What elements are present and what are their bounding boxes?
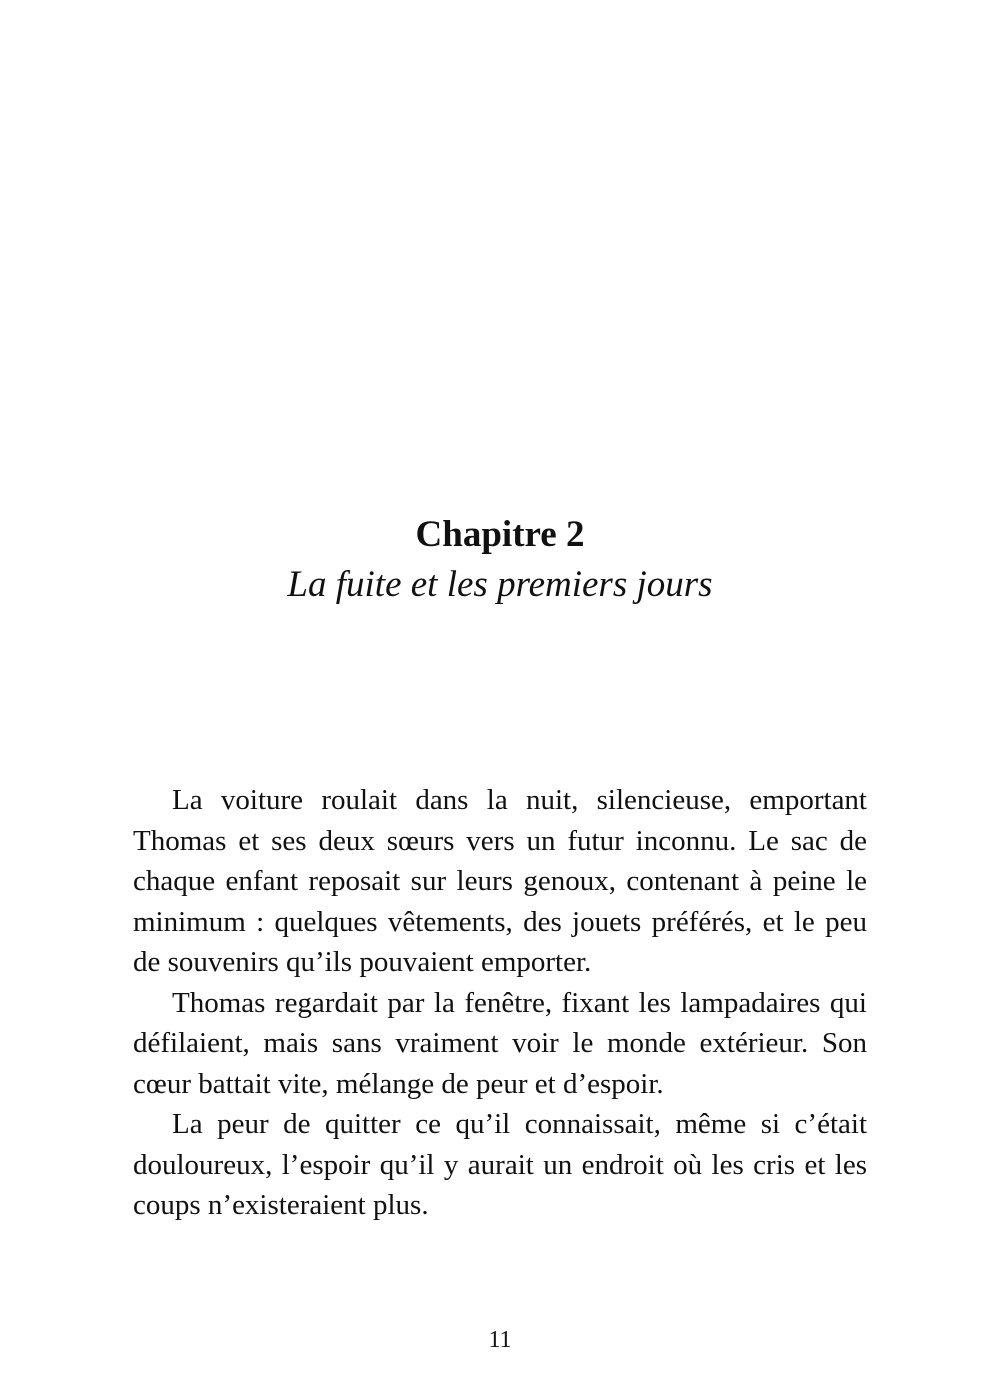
paragraph: Thomas regardait par la fenêtre, fixant les lampadaires qui défilaient, mais sans vraiment voir le monde extérieur. Son cœur battait vite, mélange de peur et d’espoir. xyxy=(133,986,867,1100)
chapter-title: Chapitre 2 xyxy=(415,514,585,555)
paragraph: La peur de quitter ce qu’il connaissait, même si c’était douloureux, l’espoir qu’il y aurait un endroit où les cris et les coups n’existeraient plus. xyxy=(133,1108,867,1221)
chapter-heading xyxy=(0,510,1000,610)
chapter-body xyxy=(133,780,867,1226)
page-number: 11 xyxy=(488,1327,512,1353)
chapter-subtitle: La fuite et les premiers jours xyxy=(287,564,713,605)
paragraph: La voiture roulait dans la nuit, silencieuse, emportant Thomas et ses deux sœurs vers un futur inconnu. Le sac de chaque enfant reposait sur leurs genoux, contenant à peine le minimum : quelques vêtements, des jouets préférés, et le peu de souvenirs qu’ils pouvaient emporter. xyxy=(133,784,867,978)
